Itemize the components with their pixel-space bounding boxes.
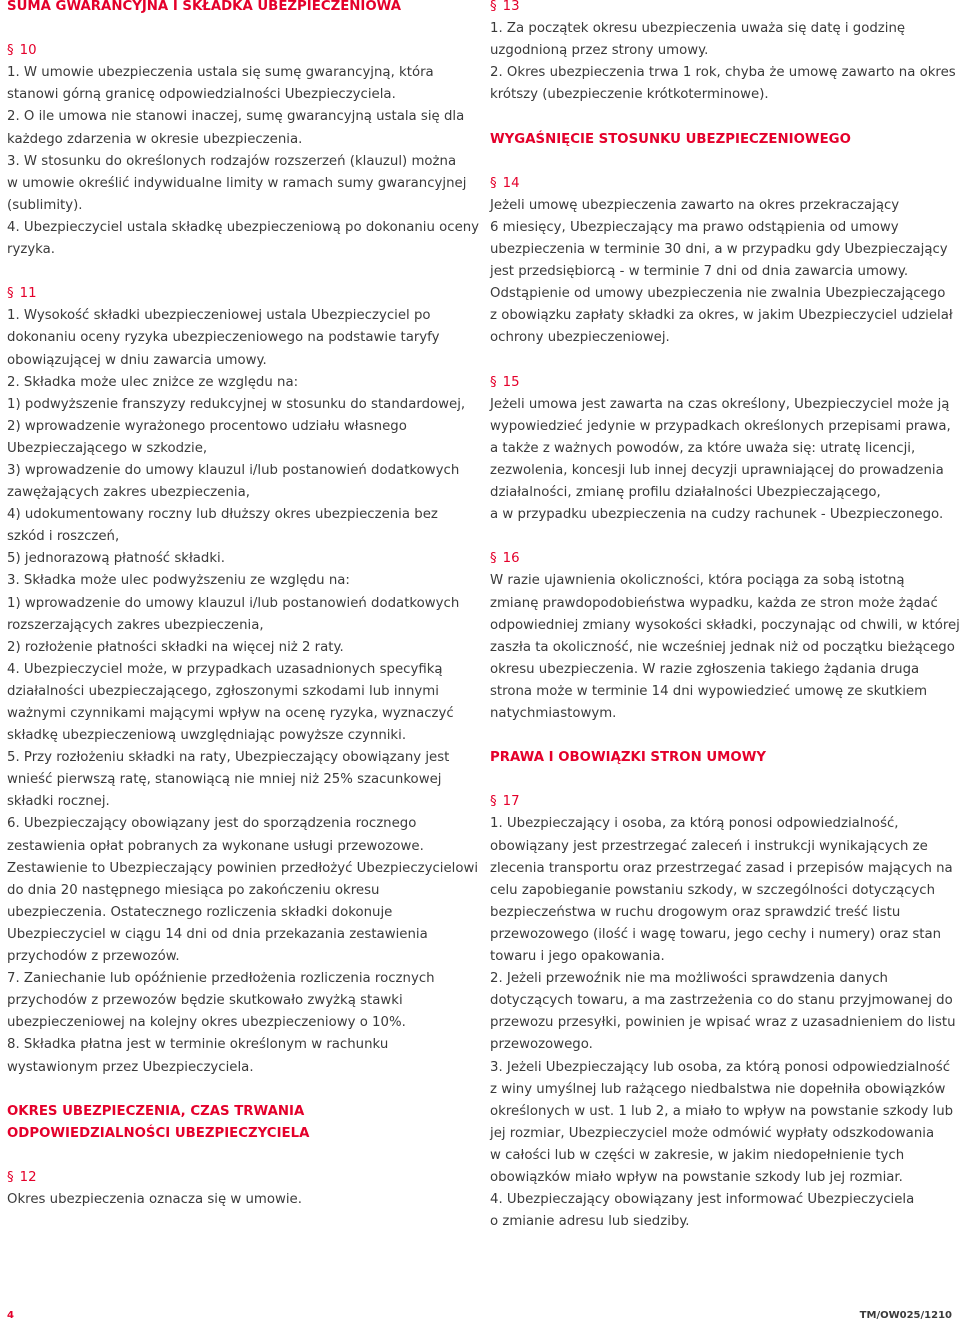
- text-line: jest przedsiębiorcą - w terminie 7 dni od dnia zawarcia umowy.: [490, 264, 909, 280]
- text-line: obowiązującej w dniu zawarcia umowy.: [7, 352, 267, 368]
- paragraph-number: [490, 372, 955, 394]
- text-line: (sublimity).: [7, 197, 83, 213]
- text-line: dotyczących towaru, a ma zastrzeżenia co do stanu przyjmowanej do: [490, 993, 953, 1009]
- text-line: zawężających zakres ubezpieczenia,: [7, 485, 250, 501]
- page-number: 4: [7, 1310, 14, 1321]
- spacer: [7, 1145, 477, 1167]
- text-line: 3) wprowadzenie do umowy klauzul i/lub postanowień dodatkowych: [7, 462, 460, 478]
- text-line: 3. Jeżeli Ubezpieczający lub osoba, za którą ponosi odpowiedzialność: [490, 1059, 951, 1075]
- spacer: [490, 526, 955, 548]
- text-line: obowiązków miało wpływ na powstanie szkody lub jej rozmiar.: [490, 1169, 903, 1185]
- text-line: a w przypadku ubezpieczenia na cudzy rachunek - Ubezpieczonego.: [490, 507, 944, 523]
- paragraph-number: [7, 1167, 477, 1189]
- text-line: 3. W stosunku do określonych rodzajów rozszerzeń (klauzul) można: [7, 153, 457, 169]
- text-line: natychmiastowym.: [490, 706, 617, 721]
- text-line: zmianę prawdopodobieństwa wypadku, każda ze stron może żądać: [490, 595, 938, 611]
- text-line: działalności ubezpieczającego, zgłoszonymi szkodami lub innymi: [7, 683, 439, 699]
- paragraph-number-value: 12: [19, 1169, 37, 1185]
- text-line: a także z ważnych powodów, za które uważa się: utratę licencji,: [490, 440, 916, 456]
- paragraph-number-value: 16: [502, 551, 520, 567]
- text-line: 2. O ile umowa nie stanowi inaczej, sumę gwarancyjną ustala się dla: [7, 109, 465, 125]
- text-line: Okres ubezpieczenia oznacza się w umowie.: [7, 1192, 302, 1208]
- text-line: przewozu przesyłki, powinien je wpisać wraz z uzasadnieniem do listu: [490, 1015, 956, 1031]
- text-line: ważnymi czynnikami mającymi wpływ na ocenę ryzyka, wyznaczyć: [7, 706, 454, 721]
- spacer: [490, 106, 955, 128]
- text-line: z winy umyślnej lub rażącego niedbalstwa nie dopełniła obowiązków: [490, 1081, 946, 1097]
- text-line: przychodów z przewozów.: [7, 949, 180, 965]
- paragraph-number: [7, 283, 477, 305]
- text-line: w całości lub w części w zakresie, w jakim niedopełnienie tych: [490, 1147, 905, 1163]
- text-line: rozszerzających zakres ubezpieczenia,: [7, 617, 264, 633]
- text-line: zlecenia transportu oraz przestrzegać zasad i przepisów mających na: [490, 860, 953, 876]
- spacer: [490, 350, 955, 372]
- paragraph-number: [490, 548, 955, 570]
- text-line: celu zapobieganie powstaniu szkody, w szczególności dotyczących: [490, 882, 936, 898]
- text-line: 3. Składka może ulec podwyższeniu ze względu na:: [7, 573, 350, 589]
- text-line: 2. Okres ubezpieczenia trwa 1 rok, chyba że umowę zawarto na okres: [490, 65, 956, 81]
- text-line: 5) jednorazową płatność składki.: [7, 551, 225, 567]
- text-line: 8. Składka płatna jest w terminie określonym w rachunku: [7, 1037, 389, 1053]
- section-heading: OKRES UBEZPIECZENIA, CZAS TRWANIA: [7, 1103, 305, 1119]
- text-line: jej rozmiar, Ubezpieczyciel może odmówić wypłaty odszkodowania: [490, 1125, 935, 1141]
- text-line: przewozowego (ilość i wagę towaru, jego cechy i numery) oraz stan: [490, 926, 942, 942]
- text-line: 4) udokumentowany roczny lub dłuższy okres ubezpieczenia bez: [7, 507, 438, 523]
- text-line: składkę ubezpieczeniową uwzględniając powyższe czynniki.: [7, 728, 407, 744]
- paragraph-number: [490, 173, 955, 195]
- paragraph-number-value: 11: [19, 286, 37, 302]
- text-line: 7. Zaniechanie lub opóźnienie przedłożenia rozliczenia rocznych: [7, 971, 435, 987]
- text-line: strona może w terminie 14 dni wypowiedzieć umowę ze skutkiem: [490, 683, 928, 699]
- text-line: ochrony ubezpieczeniowej.: [490, 330, 670, 346]
- text-line: każdego zdarzenia w okresie ubezpieczenia.: [7, 131, 303, 147]
- text-line: Ubezpieczającego w szkodzie,: [7, 440, 208, 456]
- text-line: 1. W umowie ubezpieczenia ustala się sumę gwarancyjną, która: [7, 65, 434, 81]
- right-column: [490, 0, 960, 1233]
- text-line: Ubezpieczyciel w ciągu 14 dni od dnia przekazania zestawienia: [7, 926, 428, 942]
- section-symbol: §: [7, 286, 14, 302]
- text-line: 4. Ubezpieczyciel ustala składkę ubezpieczeniową po dokonaniu oceny: [7, 219, 480, 235]
- text-line: 4. Ubezpieczający obowiązany jest informować Ubezpieczyciela: [490, 1192, 915, 1208]
- text-line: 4. Ubezpieczyciel może, w przypadkach uzasadnionych specyfiką: [7, 661, 443, 677]
- text-line: uzgodnioną przez strony umowy.: [490, 43, 709, 59]
- section-symbol: §: [490, 374, 497, 390]
- spacer: [7, 261, 477, 283]
- section-heading: ODPOWIEDZIALNOŚCI UBEZPIECZYCIELA: [7, 1125, 310, 1141]
- spacer: [7, 18, 477, 40]
- text-line: Zestawienie to Ubezpieczający powinien przedłożyć Ubezpieczycielowi: [7, 860, 479, 876]
- text-line: z obowiązku zapłaty składki za okres, w jakim Ubezpieczyciel udzielał: [490, 308, 953, 324]
- paragraph-number-value: 10: [19, 43, 37, 59]
- paragraph-number: [7, 40, 477, 62]
- section-symbol: §: [490, 175, 497, 191]
- document-code: TM/OW025/1210: [859, 1310, 952, 1321]
- spacer: [490, 769, 955, 791]
- paragraph-number-value: 14: [502, 175, 520, 191]
- section-symbol: §: [490, 0, 497, 14]
- text-line: ubezpieczeniowej na kolejny okres ubezpieczeniowy o 10%.: [7, 1015, 406, 1031]
- paragraph-number-value: 13: [502, 0, 520, 14]
- section-symbol: §: [7, 1169, 14, 1185]
- text-line: szkód i roszczeń,: [7, 529, 120, 545]
- section-heading: PRAWA I OBOWIĄZKI STRON UMOWY: [490, 750, 766, 766]
- text-line: krótszy (ubezpieczenie krótkoterminowe).: [490, 87, 769, 103]
- text-line: wypowiedzieć jedynie w przypadkach określonych przepisami prawa,: [490, 418, 951, 434]
- text-line: zestawienia opłat pobranych za wykonane usługi przewozowe.: [7, 838, 424, 854]
- text-line: do dnia 20 następnego miesiąca po zakończeniu okresu: [7, 882, 380, 898]
- text-line: 2) rozłożenie płatności składki na więcej niż 2 raty.: [7, 639, 344, 655]
- text-line: 1. Ubezpieczający i osoba, za którą ponosi odpowiedzialność,: [490, 816, 899, 832]
- paragraph-number: [490, 791, 955, 813]
- spacer: [7, 1079, 477, 1101]
- text-line: 1) podwyższenie franszyzy redukcyjnej w stosunku do standardowej,: [7, 396, 466, 412]
- text-line: okresu ubezpieczenia. W razie zgłoszenia takiego żądania druga: [490, 661, 920, 677]
- text-line: ubezpieczenia w terminie 30 dni, a w przypadku gdy Ubezpieczający: [490, 242, 948, 258]
- text-line: dokonaniu oceny ryzyka ubezpieczeniowego na podstawie taryfy: [7, 330, 440, 346]
- text-line: 6 miesięcy, Ubezpieczający ma prawo odstąpienia od umowy: [490, 219, 899, 235]
- text-line: określonych w ust. 1 lub 2, a miało to wpływ na powstanie szkody lub: [490, 1103, 954, 1119]
- text-line: przewozowego.: [490, 1037, 593, 1053]
- text-line: 2) wprowadzenie wyrażonego procentowo udziału własnego: [7, 418, 407, 434]
- text-line: przychodów z przewozów będzie skutkowało zwyżką stawki: [7, 993, 403, 1009]
- section-heading: WYGAŚNIĘCIE STOSUNKU UBEZPIECZENIOWEGO: [490, 131, 851, 147]
- text-line: wystawionym przez Ubezpieczyciela.: [7, 1059, 254, 1075]
- text-line: towaru i jego opakowania.: [490, 949, 665, 965]
- text-line: odpowiedniej zmiany wysokości składki, poczynając od chwili, w której: [490, 617, 960, 633]
- text-line: W razie ujawnienia okoliczności, która pociąga za sobą istotną: [490, 573, 905, 589]
- text-line: obowiązany jest przestrzegać zaleceń i instrukcji wynikających ze: [490, 838, 928, 854]
- left-column: [7, 0, 480, 1211]
- spacer: [490, 725, 955, 747]
- text-line: wnieść pierwszą ratę, stanowiącą nie mniej niż 25% szacunkowej: [7, 772, 442, 788]
- text-line: 1. Za początek okresu ubezpieczenia uważa się datę i godzinę: [490, 21, 906, 37]
- text-line: 5. Przy rozłożeniu składki na raty, Ubezpieczający obowiązany jest: [7, 750, 450, 766]
- section-symbol: §: [7, 43, 14, 59]
- text-line: 1. Wysokość składki ubezpieczeniowej ustala Ubezpieczyciel po: [7, 308, 431, 324]
- text-line: 2. Składka może ulec zniżce ze względu na:: [7, 374, 299, 390]
- text-line: ubezpieczenia. Ostatecznego rozliczenia składki dokonuje: [7, 904, 393, 920]
- text-line: stanowi górną granicę odpowiedzialności Ubezpieczyciela.: [7, 87, 396, 103]
- text-line: działalności, zmianę profilu działalności Ubezpieczającego,: [490, 485, 881, 501]
- text-line: zezwolenia, koncesji lub innej decyzji uprawniającej do prowadzenia: [490, 462, 944, 478]
- text-line: 2. Jeżeli przewoźnik nie ma możliwości sprawdzenia danych: [490, 971, 888, 987]
- text-line: Jeżeli umowa jest zawarta na czas określony, Ubezpieczyciel może ją: [490, 396, 950, 412]
- text-line: bezpieczeństwa w ruchu drogowym oraz sprawdzić treść listu: [490, 904, 901, 920]
- spacer: [490, 151, 955, 173]
- text-line: składki rocznej.: [7, 794, 110, 810]
- paragraph-number-value: 15: [502, 374, 520, 390]
- text-line: Odstąpienie od umowy ubezpieczenia nie zwalnia Ubezpieczającego: [490, 286, 946, 302]
- text-line: Jeżeli umowę ubezpieczenia zawarto na okres przekraczający: [490, 197, 900, 213]
- text-line: 6. Ubezpieczający obowiązany jest do sporządzenia rocznego: [7, 816, 417, 832]
- text-line: o zmianie adresu lub siedziby.: [490, 1214, 690, 1230]
- paragraph-number-value: 17: [502, 794, 520, 810]
- text-line: w umowie określić indywidualne limity w ramach sumy gwarancyjnej: [7, 175, 467, 191]
- section-symbol: §: [490, 794, 497, 810]
- text-line: 1) wprowadzenie do umowy klauzul i/lub postanowień dodatkowych: [7, 595, 460, 611]
- text-line: zaszła ta okoliczność, nie wcześniej jednak niż od początku bieżącego: [490, 639, 955, 655]
- section-heading: SUMA GWARANCYJNA I SKŁADKA UBEZPIECZENIOWA: [7, 0, 402, 14]
- text-line: ryzyka.: [7, 242, 56, 258]
- paragraph-number: [490, 0, 955, 18]
- section-symbol: §: [490, 551, 497, 567]
